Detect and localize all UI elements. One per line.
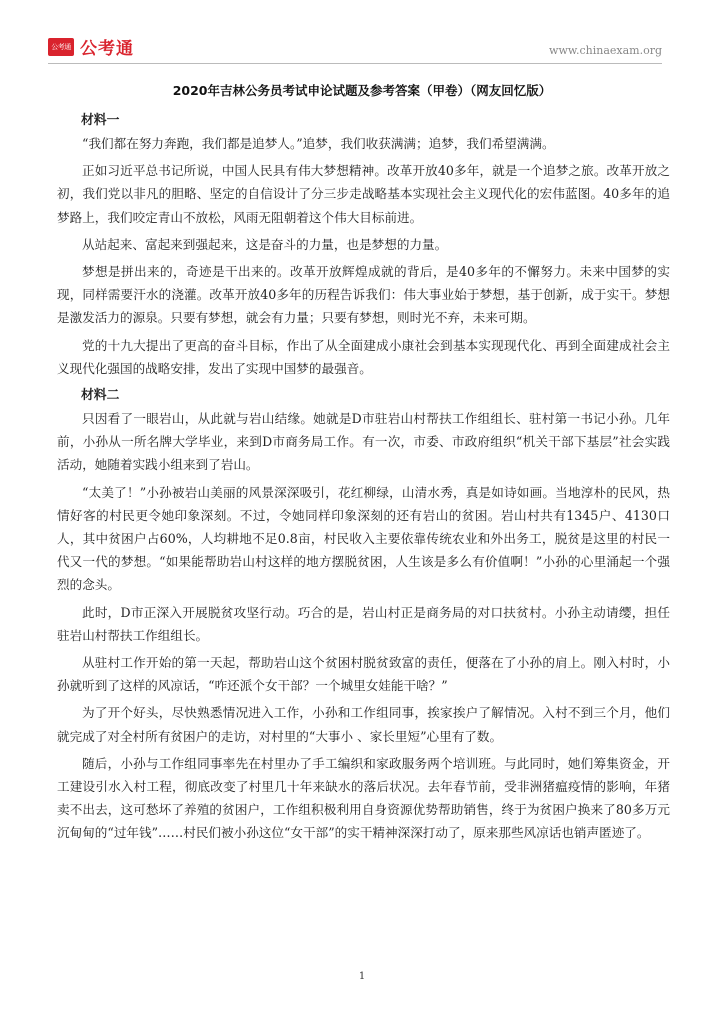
paragraph: “太美了！”小孙被岩山美丽的风景深深吸引，花红柳绿，山清水秀，真是如诗如画。当地淳朴的民风，热情好客的村民更令她印象深刻。不过，令她同样印象深刻的还有岩山的贫困。岩山村共有1345户、4130口人，其中贫困户占60%，人均耕地不足0.8亩，村民收入主要依靠传统农业和外出务工，脱贫是这里的村民一代又一代的梦想。“如果能帮助岩山村这样的地方摆脱贫困，人生该是多么有价值啊！”小孙的心里涌起一个强烈的念头。 bbox=[57, 484, 670, 593]
header-divider bbox=[48, 63, 662, 64]
document-body bbox=[57, 105, 670, 845]
document-title: 2020年吉林公务员考试申论试题及参考答案（甲卷）（网友回忆版） bbox=[172, 83, 552, 98]
section-heading: 材料一 bbox=[81, 113, 120, 128]
paragraph: 此时，D市正深入开展脱贫攻坚行动。巧合的是，岩山村正是商务局的对口扶贫村。小孙主动请缨，担任驻岩山村帮扶工作组组长。 bbox=[57, 604, 670, 643]
paragraph: 党的十九大提出了更高的奋斗目标，作出了从全面建成小康社会到基本实现现代化、再到全面建成社会主义现代化强国的战略安排，发出了实现中国梦的最强音。 bbox=[57, 337, 670, 376]
logo[interactable] bbox=[48, 34, 134, 59]
logo-mark: 公考通 bbox=[48, 38, 74, 56]
paragraph: 从驻村工作开始的第一天起，帮助岩山这个贫困村脱贫致富的责任，便落在了小孙的肩上。刚入村时，小孙就听到了这样的风凉话，“咋还派个女干部？一个城里女娃能干啥？” bbox=[57, 655, 670, 694]
page-header bbox=[48, 34, 662, 64]
section-heading: 材料二 bbox=[81, 388, 120, 404]
site-url[interactable]: www.chinaexam.org bbox=[549, 44, 662, 57]
paragraph: 梦想是拼出来的，奇迹是干出来的。改革开放辉煌成就的背后，是40多年的不懈努力。未来中国梦的实现，同样需要汗水的浇灌。改革开放40多年的历程告诉我们：伟大事业始于梦想，基于创新，成于实干。梦想是激发活力的源泉。只要有梦想，就会有力量；只要有梦想，则时光不弃，未来可期。 bbox=[57, 264, 670, 326]
paragraph: 从站起来、富起来到强起来，这是奋斗的力量，也是梦想的力量。 bbox=[82, 236, 448, 252]
paragraph: 为了开个好头，尽快熟悉情况进入工作，小孙和工作组同事，挨家挨户了解情况。入村不到三个月，他们就完成了对全村所有贫困户的走访，对村里的“大事小 、家长里短”心里有了数。 bbox=[57, 705, 670, 744]
paragraph: 正如习近平总书记所说，中国人民具有伟大梦想精神。改革开放40多年，就是一个追梦之旅。改革开放之初，我们党以非凡的胆略、坚定的自信设计了分三步走战略基本实现社会主义现代化的宏伟蓝图。40多年的追梦路上，我们咬定青山不放松，风雨无阻朝着这个伟大目标前进。 bbox=[57, 163, 670, 225]
paragraph: 随后，小孙与工作组同事率先在村里办了手工编织和家政服务两个培训班。与此同时，她们筹集资金，开工建设引水入村工程，彻底改变了村里几十年来缺水的落后状况。去年春节前，受非洲猪瘟疫情的影响，年猪卖不出去，这可愁坏了养殖的贫困户，工作组积极利用自身资源优势帮助销售，终于为贫困户换来了80多万元沉甸甸的“过年钱”……村民们被小孙这位“女干部”的实干精神深深打动了，原来那些风凉话也销声匿迹了。 bbox=[57, 755, 670, 841]
logo-text: 公考通 bbox=[80, 39, 134, 59]
paragraph: “我们都在努力奔跑，我们都是追梦人。”追梦，我们收获满满；追梦，我们希望满满。 bbox=[82, 136, 555, 151]
page-number: 1 bbox=[358, 971, 366, 982]
paragraph: 只因看了一眼岩山，从此就与岩山结缘。她就是D市驻岩山村帮扶工作组组长、驻村第一书记小孙。几年前，小孙从一所名牌大学毕业，来到D市商务局工作。有一次，市委、市政府组织“机关干部下基层”社会实践活动，她随着实践小组来到了岩山。 bbox=[57, 411, 670, 473]
